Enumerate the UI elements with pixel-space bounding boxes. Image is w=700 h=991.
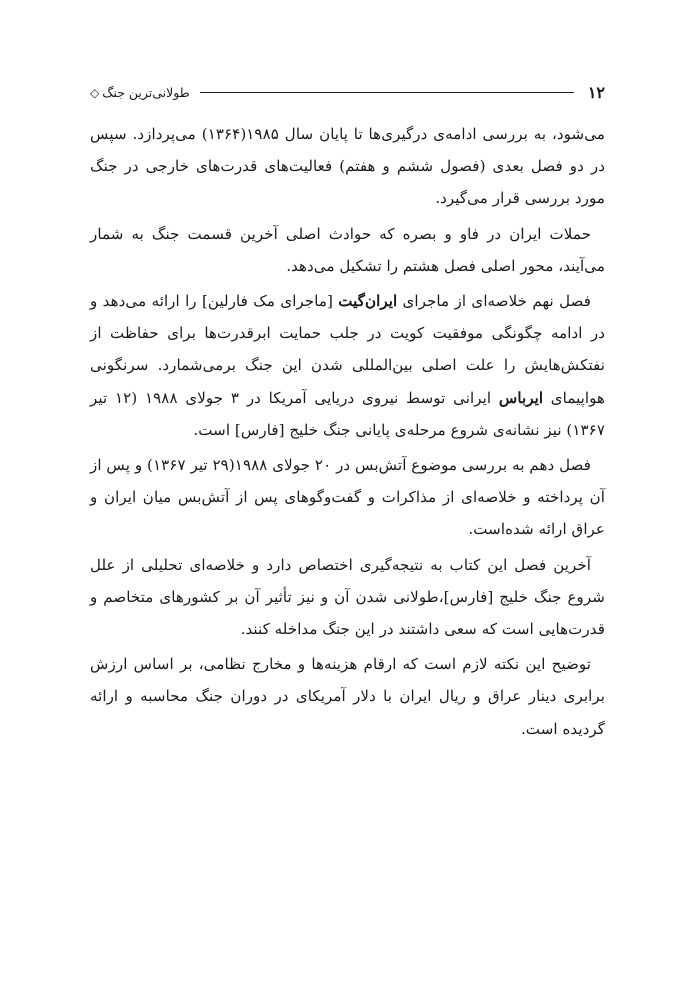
page-number: ۱۲	[587, 82, 605, 102]
paragraph: فصل دهم به بررسی موضوع آتش‌بس در ۲۰ جولای ۱۹۸۸(۲۹ تیر ۱۳۶۷) و پس از آن پرداخته و خلاصه‌ای از مذاکرات و گفت‌وگوهای پس از آتش‌بس میان ایران و عراق ارائه شده‌است.	[90, 456, 605, 539]
running-header	[90, 80, 605, 104]
paragraph-text: ایرانی توسط نیروی دریایی آمریکا در ۳ جولای ۱۹۸۸ (۱۲ تیر ۱۳۶۷) نیز نشانه‌ی شروع مرحله‌ی پایانی جنگ خلیج [فارس] است.	[90, 388, 605, 439]
paragraph-text: [ماجرای مک فارلین] را ارائه می‌دهد و در ادامه چگونگی موفقیت کویت در جلب حمایت ابرقدرت‌ها برای حفاظت از نفتکش‌هایش را علت اصلی بین‌المللی شدن این جنگ برمی‌شمارد. سرنگونی هواپیمای	[90, 292, 605, 407]
paragraph: آخرین فصل این کتاب به نتیجه‌گیری اختصاص دارد و خلاصه‌ای تحلیلی از علل شروع جنگ خلیج [فارس]،طولانی شدن آن و نیز تأثیر آن بر کشورهای متخاصم و قدرت‌هایی است که سعی داشتند در این جنگ مداخله کنند.	[90, 555, 605, 639]
bold-term-airbus: ایرباس	[498, 388, 544, 407]
paragraph: توضیح این نکته لازم است که ارقام هزینه‌ها و مخارج نظامی، بر اساس ارزش برابری دینار عراق و ریال ایران با دلار آمریکای در دوران جنگ محاسبه و ارائه گردیده است.	[90, 655, 605, 738]
paragraph	[90, 285, 605, 446]
paragraph: می‌شود، به بررسی ادامه‌ی درگیری‌ها تا پایان سال ۱۹۸۵(۱۳۶۴) می‌پردازد. سپس در دو فصل بعدی (فصول ششم و هفتم) فعالیت‌های قدرت‌های خارجی در جنگ مورد بررسی قرار می‌گیرد.	[90, 125, 606, 208]
bold-term-irangate: ایران‌گیت	[338, 292, 398, 311]
running-title-text: طولانی‌ترین جنگ	[102, 84, 190, 100]
header-rule	[200, 92, 574, 93]
diamond-icon: ◇	[90, 85, 100, 100]
paragraph: حملات ایران در فاو و بصره که حوادث اصلی آخرین قسمت جنگ به شمار می‌آیند، محور اصلی فصل هشتم را تشکیل می‌دهد.	[90, 224, 605, 275]
paragraph-text: فصل نهم خلاصه‌ای از ماجرای	[397, 292, 591, 311]
running-title	[90, 85, 196, 100]
body-text	[90, 118, 605, 748]
